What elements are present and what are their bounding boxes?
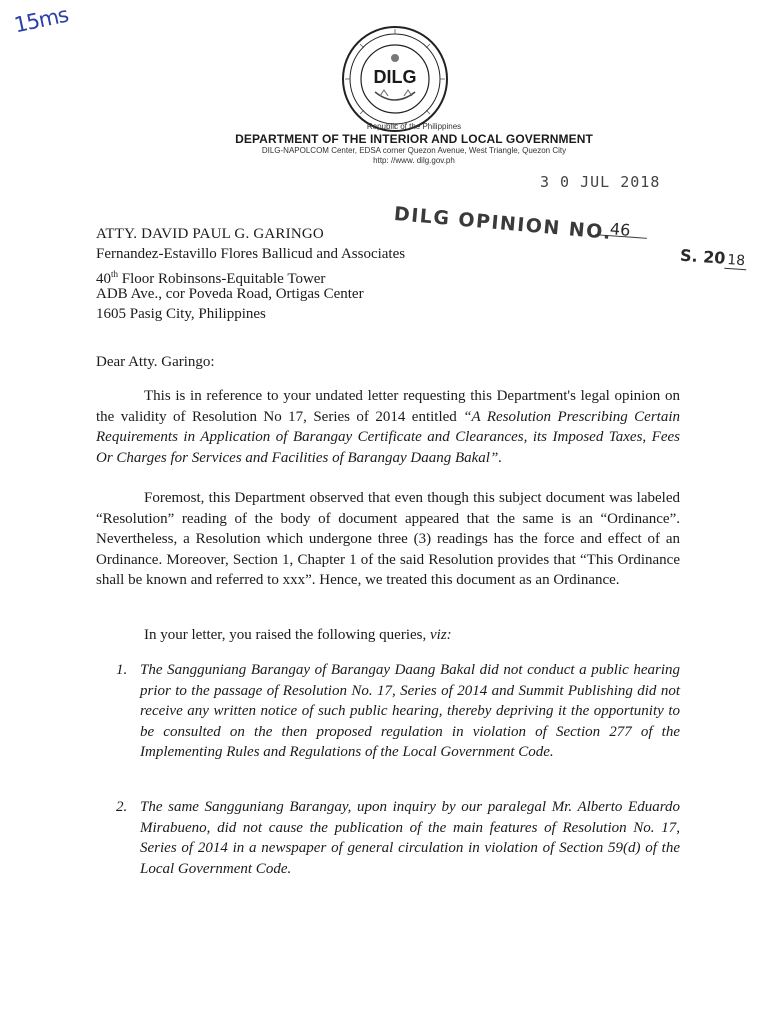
letterhead-republic: Republic of the Philippines: [366, 122, 462, 131]
opinion-series: [679, 246, 747, 270]
addressee-firm: Fernandez-Estavillo Flores Ballicud and Associates: [96, 246, 406, 262]
paragraph-reference-text: This is in reference to your undated letter requesting this Department's legal opinion on the validity of Resolution No 17, Series of 2014 entitled: [96, 388, 680, 425]
floor-building: Floor Robinsons-Equitable Tower: [118, 271, 326, 287]
resolution-title: “A Resolution Prescribing Certain Requirements in Application of Barangay Certificate and Clearances, its Imposed Taxes, Fees Or Charges for Services and Facilities of Barangay Daang Bakal”.: [96, 408, 680, 466]
letterhead-address: DILG-NAPOLCOM Center, EDSA corner Quezon Avenue, West Triangle, Quezon City: [261, 146, 567, 155]
opinion-number-handwritten: 46: [609, 219, 632, 240]
series-prefix: S. 20: [679, 245, 727, 268]
paragraph-foremost: [96, 488, 680, 591]
query-text: The same Sangguniang Barangay, upon inquiry by our paralegal Mr. Alberto Eduardo Mirabueno, did not cause the publication of the main features of Resolution No. 17, Series of 2014 in a newspaper of general circulation in violation of Section 59(d) of the Local Government Code.: [140, 799, 680, 877]
letterhead-department: DEPARTMENT OF THE INTERIOR AND LOCAL GOVERNMENT: [235, 132, 593, 146]
opinion-number-stamp: DILG OPINION NO.: [393, 203, 613, 244]
query-item: [116, 660, 680, 763]
query-item: [116, 797, 680, 879]
seal-text: DILG: [373, 67, 417, 87]
letterhead-website: http: //www. dilg.gov.ph: [373, 156, 455, 165]
queries-viz: viz:: [430, 627, 452, 643]
received-date-stamp: 3 0 JUL 2018: [540, 173, 661, 191]
floor-number: 40: [96, 271, 111, 287]
floor-suffix: th: [111, 269, 119, 279]
paragraph-reference: [96, 386, 680, 468]
queries-intro-text: In your letter, you raised the following queries,: [144, 627, 430, 643]
dilg-seal-logo: [340, 24, 450, 134]
query-text: The Sangguniang Barangay of Barangay Daang Bakal did not conduct a public hearing prior to the passage of Resolution No. 17, Series of 2014 and Summit Publishing did not receive any written notice of such public hearing, thereby depriving it the opportunity to be consulted on the then proposed regulation in violation of Section 277 of the Implementing Rules and Regulations of the Local Government Code.: [140, 662, 680, 761]
addressee-city: 1605 Pasig City, Philippines: [96, 306, 266, 322]
query-number: 2.: [116, 799, 128, 815]
addressee-street: ADB Ave., cor Poveda Road, Ortigas Center: [96, 286, 364, 302]
query-number: 1.: [116, 662, 128, 678]
series-year-handwritten: 18: [725, 252, 748, 270]
paragraph-queries-intro: [96, 625, 680, 646]
paragraph-foremost-text: Foremost, this Department observed that even though this subject document was labeled “Resolution” reading of the body of document appeared that the same is an “Ordinance”. Nevertheless, a Resolution which undergone three (3) readings has the force and effect of an Ordinance. Moreover, Section 1, Chapter 1 of the said Resolution provides that “This Ordinance shall be known and referred to xxx”. Hence, we treated this document as an Ordinance.: [96, 490, 680, 589]
salutation: Dear Atty. Garingo:: [96, 354, 215, 370]
handwritten-initials: 15ms: [12, 2, 71, 38]
addressee-name: ATTY. DAVID PAUL G. GARINGO: [96, 226, 324, 242]
